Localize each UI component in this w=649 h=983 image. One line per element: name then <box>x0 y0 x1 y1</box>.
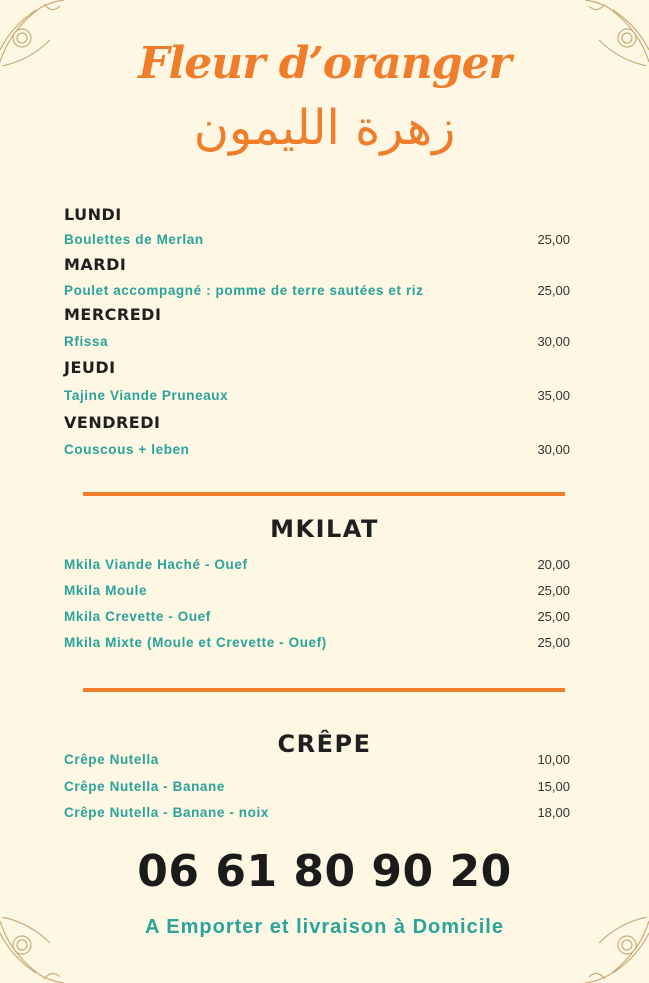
dish-price: 18,00 <box>537 805 570 820</box>
dish-price: 25,00 <box>537 635 570 650</box>
day-label: JEUDI <box>64 358 116 377</box>
dish-name: Mkila Mixte (Moule et Crevette - Ouef) <box>64 635 327 650</box>
menu-row <box>64 779 570 797</box>
dish-name: Boulettes de Merlan <box>64 232 204 247</box>
dish-name: Poulet accompagné : pomme de terre sautées et riz <box>64 283 424 298</box>
dish-price: 35,00 <box>537 388 570 403</box>
section-title-mkilat: MKILAT <box>270 515 379 543</box>
dish-name: Crêpe Nutella - Banane - noix <box>64 805 269 820</box>
dish-price: 20,00 <box>537 557 570 572</box>
restaurant-title: Fleur d’oranger <box>138 38 511 89</box>
dish-name: Mkila Viande Haché - Ouef <box>64 557 248 572</box>
day-label: LUNDI <box>64 205 122 224</box>
dish-name: Mkila Crevette - Ouef <box>64 609 211 624</box>
dish-name: Crêpe Nutella <box>64 752 159 767</box>
menu-row <box>64 635 570 653</box>
dish-name: Couscous + leben <box>64 442 190 457</box>
menu-row <box>64 232 570 250</box>
section-divider <box>83 492 565 496</box>
menu-row <box>64 805 570 823</box>
menu-row <box>64 583 570 601</box>
menu-row <box>64 334 570 352</box>
menu-row <box>64 388 570 406</box>
dish-price: 15,00 <box>537 779 570 794</box>
section-title-crepe: CRÊPE <box>277 730 372 758</box>
phone-number: 06 61 80 90 20 <box>137 846 512 897</box>
dish-price: 25,00 <box>537 583 570 598</box>
menu-row <box>64 557 570 575</box>
dish-name: Crêpe Nutella - Banane <box>64 779 225 794</box>
dish-price: 30,00 <box>537 334 570 349</box>
menu-row <box>64 752 570 770</box>
dish-price: 25,00 <box>537 283 570 298</box>
day-label: MERCREDI <box>64 305 162 324</box>
dish-price: 30,00 <box>537 442 570 457</box>
restaurant-title-arabic: زهرة الليمون <box>193 100 456 156</box>
section-divider <box>83 688 565 692</box>
dish-price: 10,00 <box>537 752 570 767</box>
menu-row <box>64 442 570 460</box>
dish-price: 25,00 <box>537 609 570 624</box>
delivery-info: A Emporter et livraison à Domicile <box>145 916 504 938</box>
menu-row <box>64 609 570 627</box>
dish-name: Rfissa <box>64 334 109 349</box>
dish-price: 25,00 <box>537 232 570 247</box>
dish-name: Tajine Viande Pruneaux <box>64 388 229 403</box>
day-label: VENDREDI <box>64 413 161 432</box>
dish-name: Mkila Moule <box>64 583 148 598</box>
day-label: MARDI <box>64 255 127 274</box>
menu-row <box>64 283 570 301</box>
